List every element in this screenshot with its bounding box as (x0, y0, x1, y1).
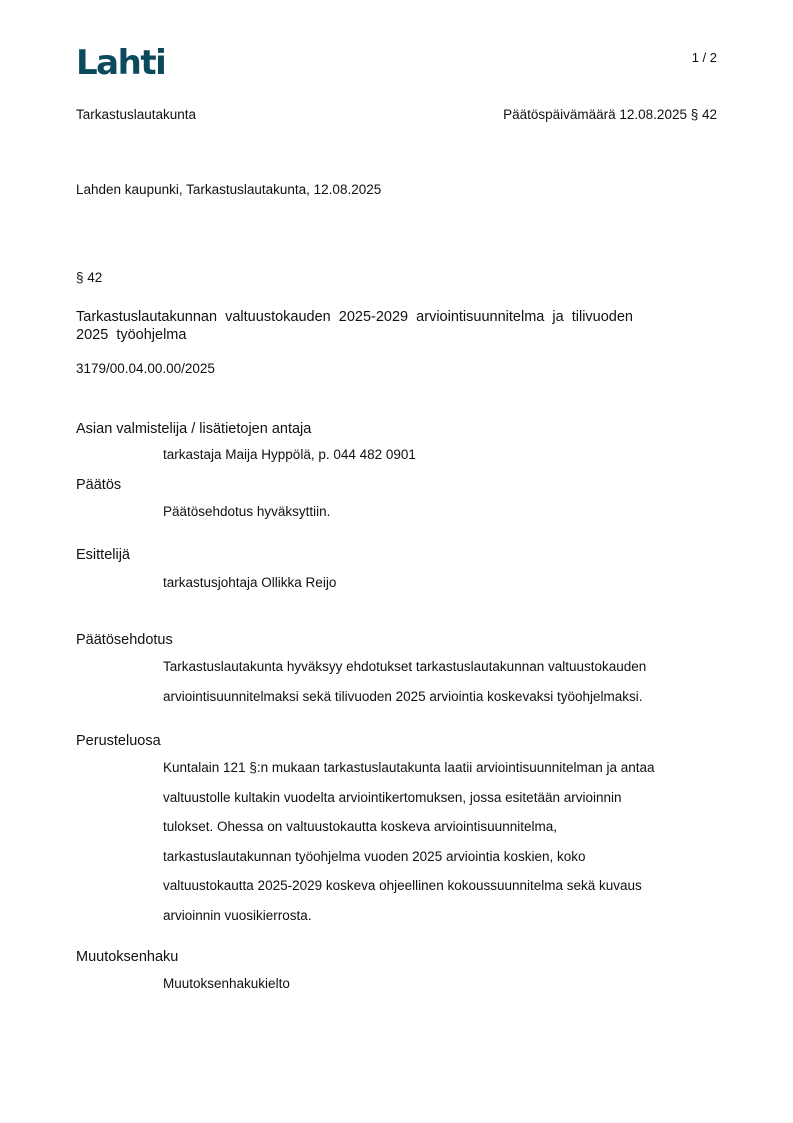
rationale-line: arvioinnin vuosikierrosta. (163, 907, 312, 923)
body-name: Tarkastuslautakunta (76, 107, 197, 122)
appeal-heading: Muutoksenhaku (76, 949, 179, 965)
rationale-line: Kuntalain 121 §:n mukaan tarkastuslautakunta laatii arviointisuunnitelman ja antaa (163, 760, 655, 775)
diary-number: 3179/00.04.00.00/2025 (76, 361, 215, 376)
decision-reference: Päätöspäivämäärä 12.08.2025 § 42 (503, 107, 717, 122)
section-number: § 42 (76, 270, 103, 285)
lahti-logo: Lahti (76, 43, 166, 83)
decision-heading: Päätös (76, 477, 122, 493)
preparer-heading: Asian valmistelija / lisätietojen antaja (76, 421, 312, 437)
proposal-text (163, 659, 723, 718)
presenter-text: tarkastusjohtaja Ollikka Reijo (163, 575, 337, 590)
presenter-heading: Esittelijä (76, 547, 130, 563)
title-line: Tarkastuslautakunnan valtuustokauden 2025-2029 arviointisuunnitelma ja tilivuoden (76, 309, 633, 325)
rationale-line: tarkastuslautakunnan työohjelma vuoden 2025 arviointia koskien, koko (163, 848, 586, 864)
rationale-text (163, 760, 723, 937)
page-number: 1 / 2 (691, 50, 717, 65)
appeal-text: Muutoksenhakukielto (163, 976, 290, 991)
proposal-heading: Päätösehdotus (76, 632, 173, 648)
document-title (76, 308, 686, 344)
meeting-line: Lahden kaupunki, Tarkastuslautakunta, 12.08.2025 (76, 182, 382, 197)
rationale-line: valtuustokautta 2025-2029 koskeva ohjeellinen kokoussuunnitelma sekä kuvaus (163, 878, 642, 893)
preparer-text: tarkastaja Maija Hyppölä, p. 044 482 0901 (163, 447, 416, 462)
rationale-line: valtuustolle kultakin vuodelta arviointikertomuksen, jossa esitetään arvioinnin (163, 789, 622, 805)
proposal-line: arviointisuunnitelmaksi sekä tilivuoden 2025 arviointia koskevaksi työohjelmaksi. (163, 688, 643, 704)
proposal-line: Tarkastuslautakunta hyväksyy ehdotukset tarkastuslautakunnan valtuustokauden (163, 659, 647, 674)
rationale-heading: Perusteluosa (76, 733, 161, 749)
rationale-line: tulokset. Ohessa on valtuustokautta koskeva arviointisuunnitelma, (163, 819, 557, 834)
title-line: 2025 työohjelma (76, 327, 187, 343)
decision-text: Päätösehdotus hyväksyttiin. (163, 504, 331, 519)
